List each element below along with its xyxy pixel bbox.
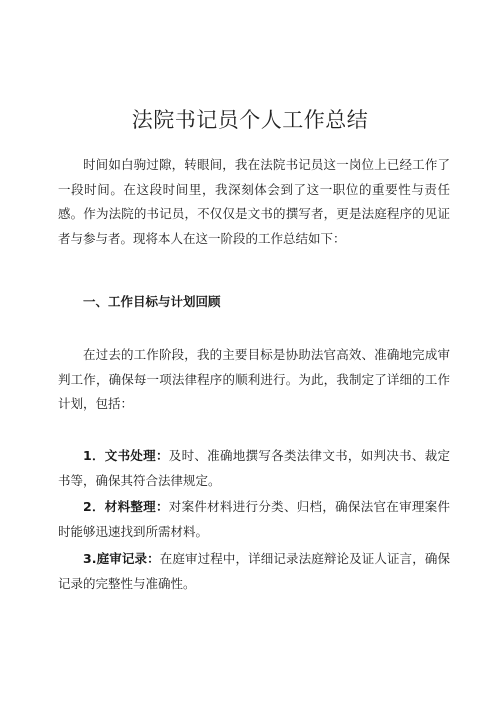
list-item-label: 1．文书处理： (83, 448, 169, 463)
section-paragraph: 在过去的工作阶段，我的主要目标是协助法官高效、准确地完成审判工作，确保每一项法律程序的顺利进行。为此，我制定了详细的工作计划，包括： (58, 347, 450, 411)
document-title: 法院书记员个人工作总结 (131, 108, 369, 132)
list-item (58, 444, 450, 493)
list-item-text: 对案件材料进行分类、归档，确保法官在审理案件时能够迅速找到所需材料。 (58, 499, 450, 539)
list-item (58, 547, 450, 596)
section-heading: 一、工作目标与计划回顾 (83, 294, 221, 309)
list-item-label: 3.庭审记录： (83, 551, 160, 566)
intro-paragraph: 时间如白驹过隙，转眼间，我在法院书记员这一岗位上已经工作了一段时间。在这段时间里，我深刻体会到了这一职位的重要性与责任感。作为法院的书记员，不仅仅是文书的撰写者，更是法庭程序的见证者与参与者。现将本人在这一阶段的工作总结如下： (58, 157, 450, 246)
list-item (58, 495, 450, 544)
list-item-text: 及时、准确地撰写各类法律文书，如判决书、裁定书等，确保其符合法律规定。 (58, 448, 450, 488)
list-item-label: 2．材料整理： (83, 499, 169, 514)
list-item-text: 在庭审过程中，详细记录法庭辩论及证人证言，确保记录的完整性与准确性。 (58, 551, 450, 591)
